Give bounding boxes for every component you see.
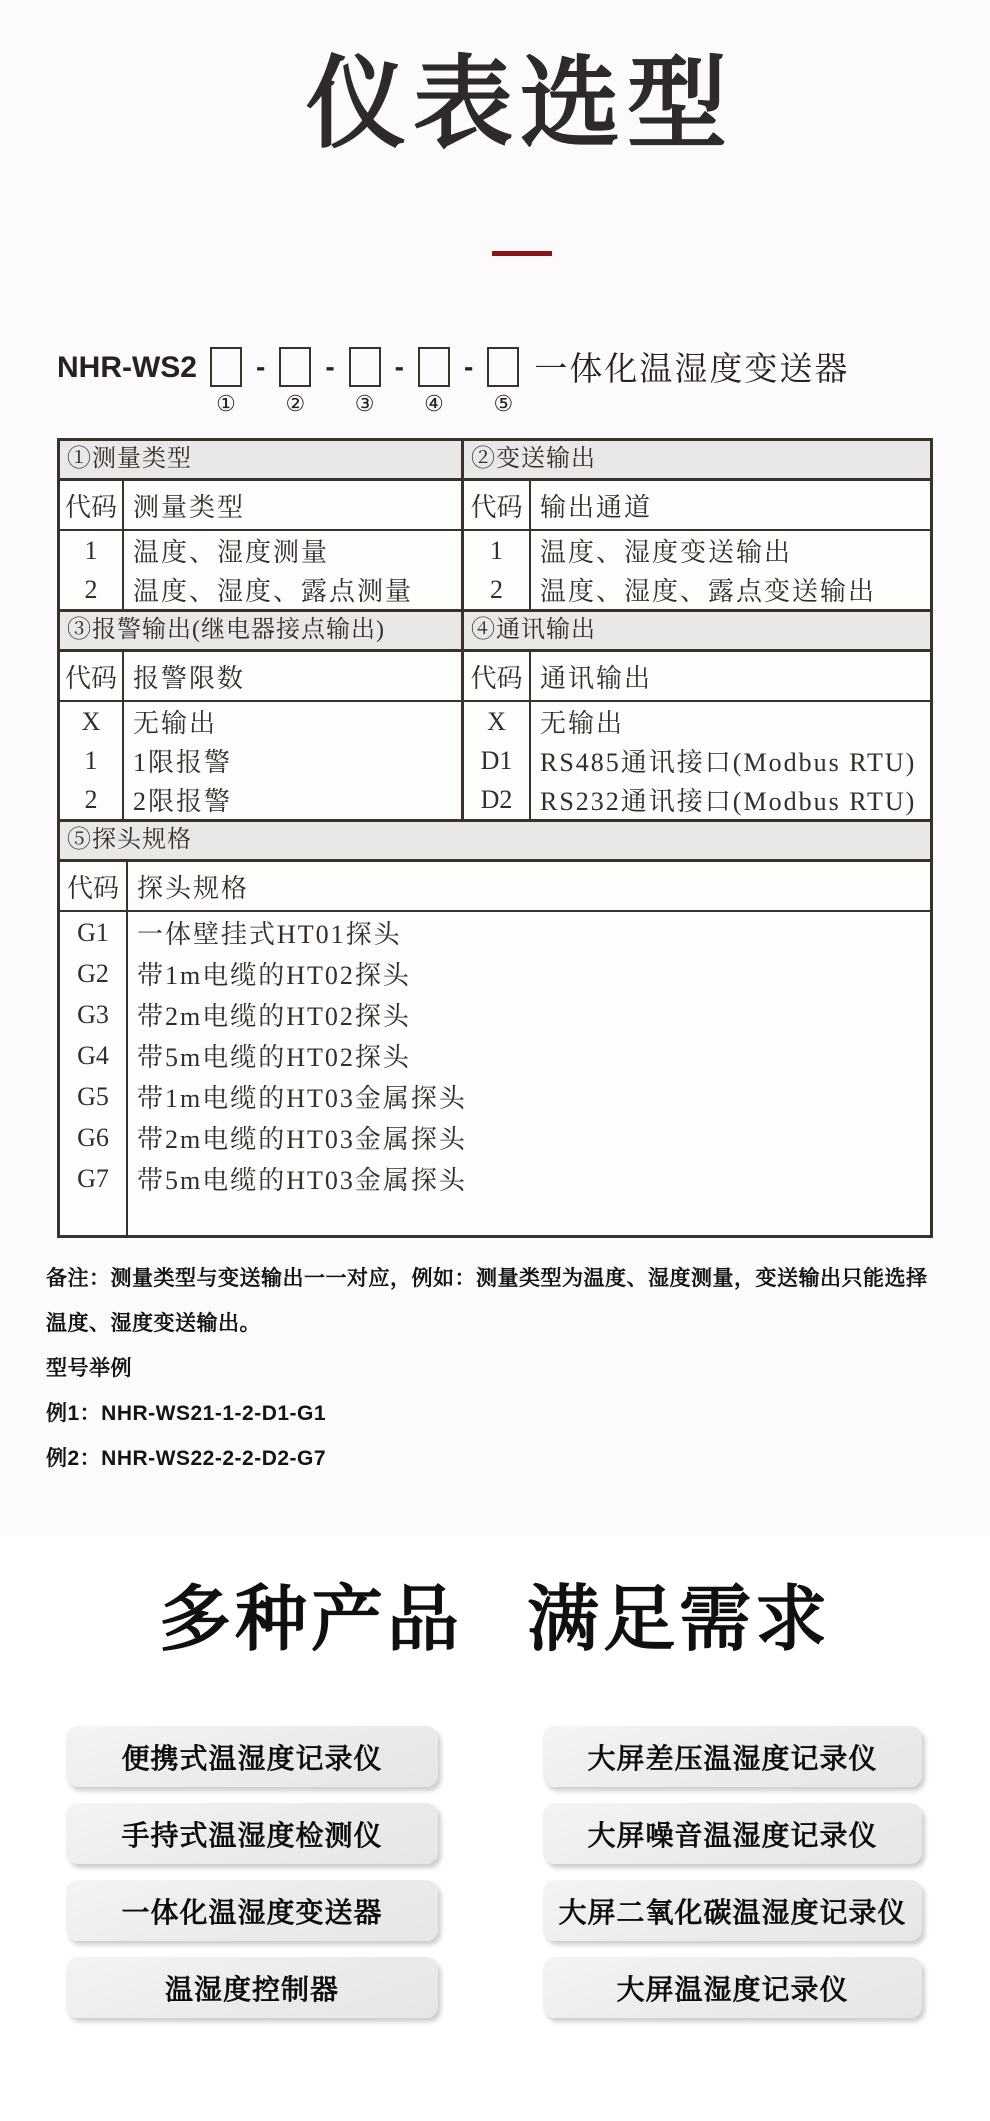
table-row xyxy=(60,741,461,780)
code-cell: 1 xyxy=(464,531,531,570)
position-number: ⑤ xyxy=(493,391,514,416)
title-accent-dash xyxy=(492,251,552,256)
table-header-row xyxy=(60,481,461,531)
table-header-row xyxy=(60,862,930,912)
table-row xyxy=(60,1035,930,1076)
section-header: ②变送输出 xyxy=(464,441,930,481)
section-header: ①测量类型 xyxy=(60,441,461,481)
model-example-1: 例1：NHR-WS21-1-2-D1-G1 xyxy=(46,1402,327,1425)
product-button-integrated-transmitter[interactable]: 一体化温湿度变送器 xyxy=(66,1880,438,1941)
position-number: ④ xyxy=(424,391,444,416)
desc-cell: RS485通讯接口(Modbus RTU) xyxy=(540,748,917,777)
code-header-cell: 代码 xyxy=(60,652,124,700)
product-button-handheld-detector[interactable]: 手持式温湿度检测仪 xyxy=(66,1803,438,1864)
table-row xyxy=(60,994,930,1035)
desc-cell: 1限报警 xyxy=(133,748,233,777)
desc-cell: 带2m电缆的HT02探头 xyxy=(137,1002,411,1031)
product-button-large-screen-co2[interactable]: 大屏二氧化碳温湿度记录仪 xyxy=(543,1880,922,1941)
product-button-large-screen-differential-pressure[interactable]: 大屏差压温湿度记录仪 xyxy=(543,1726,922,1787)
position-number: ③ xyxy=(354,391,375,416)
code-cell: G7 xyxy=(60,1158,128,1199)
table-row xyxy=(464,702,930,741)
remark-text: 备注：测量类型与变送输出一一对应，例如：测量类型为温度、湿度测量，变送输出只能选择温度、湿度变送输出。 xyxy=(46,1267,928,1335)
desc-cell: 带5m电缆的HT02探头 xyxy=(137,1043,411,1072)
code-cell: G3 xyxy=(60,994,128,1035)
desc-cell: 带2m电缆的HT03金属探头 xyxy=(137,1125,467,1154)
model-slot-5 xyxy=(486,347,520,416)
code-cell: G4 xyxy=(60,1035,128,1076)
product-buttons-left xyxy=(66,1726,438,2018)
code-cell: 2 xyxy=(60,570,124,609)
product-button-large-screen-noise[interactable]: 大屏噪音温湿度记录仪 xyxy=(543,1803,922,1864)
product-button-large-screen-recorder[interactable]: 大屏温湿度记录仪 xyxy=(543,1957,922,2018)
table-row xyxy=(60,1158,930,1199)
model-prefix: NHR-WS2 xyxy=(57,351,197,384)
code-cell: G2 xyxy=(60,953,128,994)
table-row xyxy=(60,1076,930,1117)
table-row xyxy=(464,780,930,819)
section-transmit-output xyxy=(464,441,930,609)
model-slot-4 xyxy=(417,347,451,416)
products-heading-left: 多种产品 xyxy=(158,1580,463,1660)
desc-cell: 带1m电缆的HT03金属探头 xyxy=(137,1084,467,1113)
table-header-row xyxy=(60,652,461,702)
model-examples-title: 型号举例 xyxy=(46,1357,132,1380)
code-cell: G6 xyxy=(60,1117,128,1158)
desc-header-cell: 探头规格 xyxy=(137,873,250,903)
code-cell: 1 xyxy=(60,741,124,780)
products-heading xyxy=(0,1578,990,1662)
model-suffix: 一体化温湿度变送器 xyxy=(534,350,850,387)
code-cell: 2 xyxy=(464,570,531,609)
desc-cell: 一体壁挂式HT01探头 xyxy=(137,920,402,949)
desc-header-cell: 报警限数 xyxy=(133,663,246,693)
code-header-cell: 代码 xyxy=(60,862,128,910)
code-cell: G1 xyxy=(60,912,128,953)
code-cell: 1 xyxy=(60,531,124,570)
section-header: ⑤探头规格 xyxy=(60,822,930,862)
model-digit-box xyxy=(418,347,450,387)
section-alarm-output xyxy=(60,612,461,819)
table-row xyxy=(60,953,930,994)
code-cell: D2 xyxy=(464,780,531,819)
code-header-cell: 代码 xyxy=(60,481,124,529)
desc-cell: 温度、湿度、露点变送输出 xyxy=(540,577,877,606)
desc-cell: 温度、湿度测量 xyxy=(133,538,330,567)
table-row xyxy=(60,912,930,953)
section-probe-spec xyxy=(60,822,930,1235)
table-spacer-row xyxy=(60,1199,930,1235)
section-measure-type xyxy=(60,441,461,609)
page-title: 仪表选型 xyxy=(306,48,734,160)
model-slot-2 xyxy=(278,347,312,416)
model-slot-1 xyxy=(209,347,243,416)
model-separator: - xyxy=(394,351,404,382)
model-separator: - xyxy=(463,351,474,382)
product-button-portable-recorder[interactable]: 便携式温湿度记录仪 xyxy=(66,1726,438,1787)
table-header-row xyxy=(464,652,930,702)
desc-cell: 带1m电缆的HT02探头 xyxy=(137,961,411,990)
desc-header-cell: 测量类型 xyxy=(133,492,246,522)
product-buttons-right xyxy=(543,1726,922,2018)
desc-header-cell: 通讯输出 xyxy=(540,663,653,693)
table-row xyxy=(60,531,461,570)
desc-cell: 2限报警 xyxy=(133,787,233,816)
model-digit-box xyxy=(210,347,242,387)
code-header-cell: 代码 xyxy=(464,652,531,700)
desc-cell: 带5m电缆的HT03金属探头 xyxy=(137,1166,467,1195)
table-row xyxy=(464,570,930,609)
section-header: ④通讯输出 xyxy=(464,612,930,652)
table-band-1 xyxy=(60,441,930,609)
table-header-row xyxy=(464,481,930,531)
table-row xyxy=(60,1117,930,1158)
model-digit-box xyxy=(279,347,311,387)
selection-table xyxy=(57,438,933,1238)
products-heading-right: 满足需求 xyxy=(527,1580,832,1660)
code-header-cell: 代码 xyxy=(464,481,531,529)
model-digit-box xyxy=(349,347,381,387)
code-cell: 2 xyxy=(60,780,124,819)
table-row xyxy=(60,780,461,819)
model-digit-box xyxy=(487,347,519,387)
code-cell: X xyxy=(464,702,531,741)
code-cell: G5 xyxy=(60,1076,128,1117)
product-button-humiture-controller[interactable]: 温湿度控制器 xyxy=(66,1957,438,2018)
desc-cell: 无输出 xyxy=(133,709,218,738)
notes-block xyxy=(46,1256,936,1481)
table-row xyxy=(60,702,461,741)
desc-cell: 无输出 xyxy=(540,709,625,738)
model-slot-3 xyxy=(348,347,382,416)
desc-cell: RS232通讯接口(Modbus RTU) xyxy=(540,787,917,816)
desc-cell: 温度、湿度变送输出 xyxy=(540,538,793,567)
model-code-line xyxy=(57,347,849,416)
section-header: ③报警输出(继电器接点输出) xyxy=(60,612,461,652)
table-row xyxy=(60,570,461,609)
model-separator: - xyxy=(325,351,335,382)
section-comm-output xyxy=(464,612,930,819)
desc-cell: 温度、湿度、露点测量 xyxy=(133,577,414,606)
code-cell: D1 xyxy=(464,741,531,780)
position-number: ① xyxy=(216,391,236,416)
position-number: ② xyxy=(285,391,306,416)
model-separator: - xyxy=(256,351,266,382)
code-cell: X xyxy=(60,702,124,741)
table-row xyxy=(464,531,930,570)
desc-header-cell: 输出通道 xyxy=(540,492,653,522)
table-row xyxy=(464,741,930,780)
model-example-2: 例2：NHR-WS22-2-2-D2-G7 xyxy=(46,1447,327,1470)
table-band-2 xyxy=(60,612,930,819)
